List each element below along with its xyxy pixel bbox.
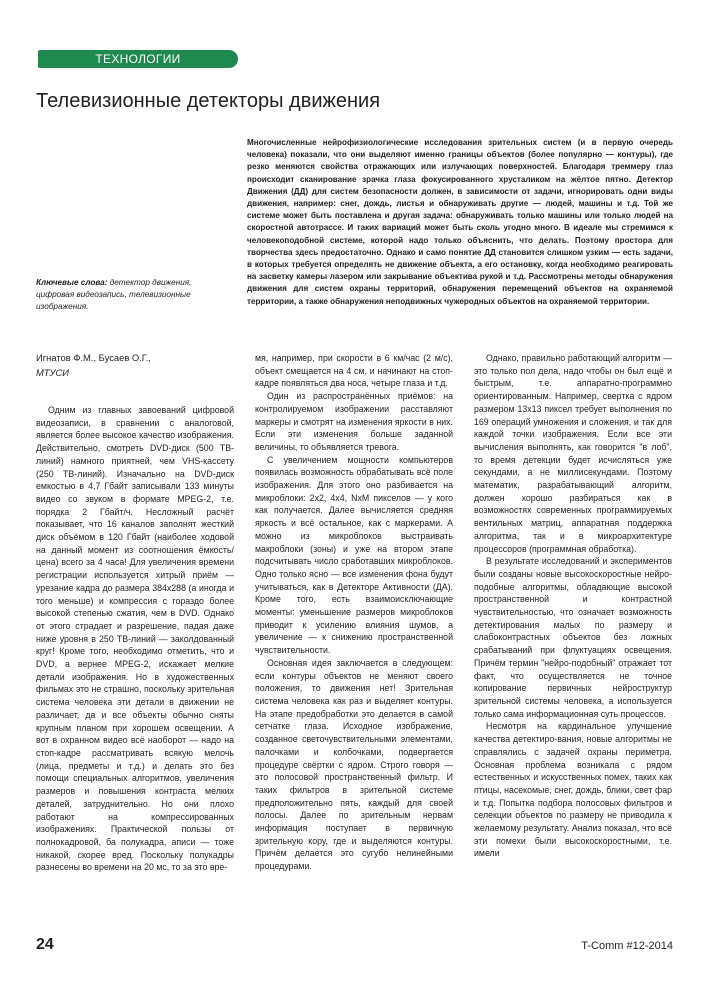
section-tag: ТЕХНОЛОГИИ [38,50,238,68]
paragraph: Одним из главных завоеваний цифровой видеозаписи, в сравнении с аналоговой, является более высокое качество изображения. Действительно, смотреть DVD-диск (500 ТВ-линий) намного приятней, чем VHS-кассету (250 ТВ-линий). Изначально на DVD-диск емкостью в 4,7 Гбайт записывали 133 минуты видео со звуком в формате MPEG-2, т.е. порядка 2 Гбайт/ч. Несложный расчёт показывает, что 16 каналов заполнят жесткий диск объёмом в 120 Гбайт (наиболее ходовой на данный момент из соотношения ёмкость/цена) всего за 4 часа! Для увеличения времени регистрации используется хитрый приём — урезание кадра до размера 384х288 (а иногда и того меньше) и компрессия с гораздо более высокой степенью сжатия, чем в DVD. Однако от этого страдает и разрешение, падая даже ниже уровня в 250 ТВ-линий — заколдованный круг! Кроме того, необходимо отметить, что и DVD, а вернее MPEG-2, искажает мелкие детали изображения. Но в художественных фильмах это не страшно, поскольку зрительная система человека эти детали в движении не различает, да и все объекты обычно сняты крупным планом при хорошем освещении. А вот в охранном видео всё наоборот — надо на стоп-кадре рассматривать всякую мелочь (лица, предметы и т.д.) и делать это без помощи специальных алгоритмов, увеличения размеров и повышения контраста мелких деталей, затруднительно. Но они плохо работают на компрессированных изображениях. Практической пользы от полнокадровой, ба полукадра, аписи — тоже никакой, скорее вред. Поскольку полукадры разнесены во времени на 20 мс, то за это вре- [36,405,234,873]
keywords [36,277,222,314]
page-number: 24 [36,936,54,953]
journal-name: T-Comm #12-2014 [581,940,673,952]
text-column-2 [255,352,453,873]
text-column-3 [474,352,672,860]
article-title: Телевизионные детекторы движения [36,90,381,112]
authors: Игнатов Ф.М., Бусаев О.Г., [36,352,151,363]
paragraph: В результате исследований и экспериментов были созданы новые высокоскоростные нейро-подобные алгоритмы, обладающие высокой пространственной и контрастной чувствительностью, что означает возможность детектирования малых по размеру и слабоконтрастных объектов без ложных срабатываний при флуктуациях освещения. Причём термин "нейро-подобный" отражает тот факт, что осуществляется не точное копирование первичных нейроструктур зрительной системы человека, а используется только сама информационная суть процессов. [474,556,672,719]
paragraph: Один из распространённых приёмов: на контролируемом изображении расставляют маркеры и смотрят на изменения яркости в них. Если эти изменения больше заданной величины, то объявляется тревога. [255,391,453,452]
paragraph: С увеличением мощности компьютеров появилась возможность обрабатывать всё поле изображения. Для этого оно разбивается на микроблоки: 2х2, 4х4, NхM пикселов — у кого как получается. Далее вычисляется средняя яркость и всё остальное, как с маркерами. А можно из микроблоков выстраивать макроблоки (зоны) и уже на втором этапе подсчитывать число сработавших микроблоков. Одно только ясно — все изменения фона будут учитываться, как в Детекторе Активности (ДА). Кроме того, есть взаимоисключающие моменты: уменьшение размеров микроблоков приводит к усилению влияния шумов, а увеличение — к снижению пространственной чувствительности. [255,454,453,656]
paragraph: Несмотря на кардинальное улучшение качества детектиро-вания, новые алгоритмы не справлялись с задачей охраны периметра. Основная проблема возникала с рядом естественных и искусственных помех, таких как птицы, насекомые, снег, дождь, блики, свет фар и т.д. Попытка подбора полосовых фильтров и селекции объектов по размеру не приводила к желаемому результату. Анализ показал, что всё эти помехи были высокоскоростными, т.е. имели [474,721,672,859]
abstract: Многочисленные нейрофизиологические исследования зрительных систем (и в первую очередь человека) показали, что они выделяют именно границы объектов (более популярно — контуры), где резко меняются свойства отражающих или излучающих поверхностей. Благодаря треммеру глаз происходит сканирование зрачка глаза фокусированного хрусталиком на жёлтое пятно. Детектор Движения (ДД) для систем безопасности должен, в зависимости от задачи, игнорировать одни виды движения, например: снег, дождь, листья и обнаруживать другие — людей, машины и т.д. Той же системе может быть поставлена и другая задача: обнаруживать только машины или только людей на скоростной автотрассе. И таких вариаций может быть сколь угодно много. В идеале мы стремимся к человекоподобной системе, которой надо только объяснить, что делать. Поэтому простора для творчества здесь предостаточно. Однако и само понятие ДД становится слишком узким — есть задачи, в которых требуется определять не движение объекта, а его остановку, когда необходимо реагировать на засветку камеры лазером или закрывание объектива рукой и т.д. Рассмотрены методы обнаружения движения для систем охраны территорий, обнаружения перемещений объектов на охраняемой территории, а также обнаружения неподвижных чужеродных объектов на охраняемой территории. [247,138,673,306]
text-column-1 [36,404,234,874]
affiliation: МТУСИ [36,367,70,378]
paragraph: Однако, правильно работающий алгоритм — это только пол дела, надо чтобы он был ещё и быстрым, т.е. аппаратно-программно ориентированным. Например, свертка с ядром размером 13х13 пиксел требует выполнения по 169 операций умножения и сложения, и так для каждой точки изображения. Если все эти вычисления выполнять, как говорится "в лоб", то время детекции будет исчисляться уже секундами, а не миллисекундами. Поэтому математик, разрабатывающий алгоритм, должен хорошо разбираться как в возможностях современных программируемых вентильных матриц, аппаратная поддержка алгоритма, так и в микроархитектуре процессоров (программная обработка). [474,353,672,554]
paragraph: Основная идея заключается в следующем: если контуры объектов не меняют своего положения, то движения нет! Зрительная система человека как раз и выделяет контуры. На этапе предобработки это делается в самой сетчатке глаза. Исходное изображение, созданное светочувствительными элементами, палочками и колбочками, подвергается процедуре свёртки с ядром. Строго говоря — это полосовой пространственный фильтр. И таких фильтров в зрительной системе предположительно пять, каждый для своей полосы. Далее по зрительным нервам информация поступает в первичную зрительную кору, где и выделяются контуры. Причём делается это сугубо нелинейными процедурами. [255,657,453,872]
keywords-text: детектор движения, цифровая видеозапись, телевизионные изображения. [36,278,192,312]
keywords-label: Ключевые слова: [36,278,108,287]
paragraph: мя, например, при скорости в 6 км/час (2 м/с), объект смещается на 4 см, и начинают на стоп-кадре появляться два носа, четыре глаза и т.д. [255,353,453,389]
